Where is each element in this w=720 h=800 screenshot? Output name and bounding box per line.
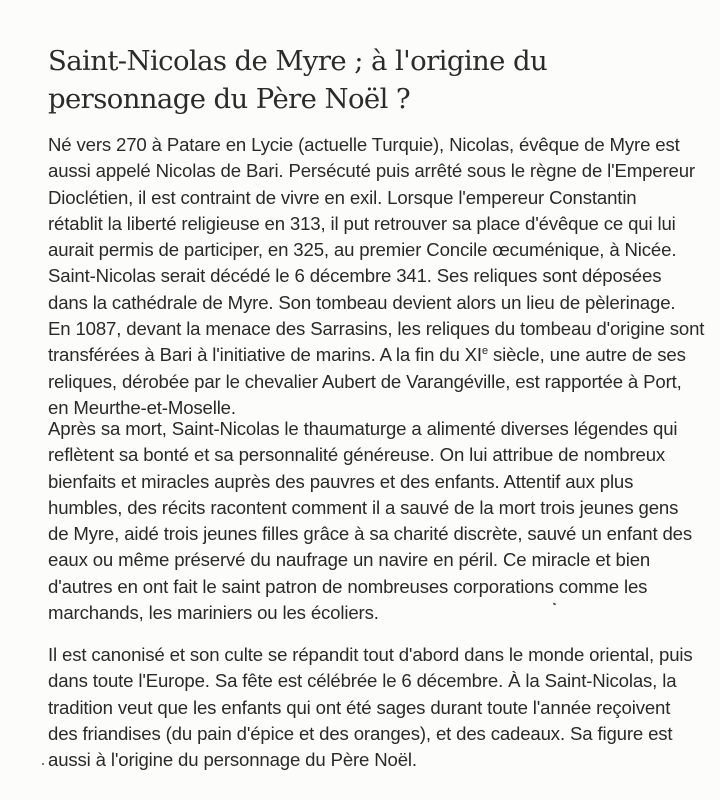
scan-speck [42, 763, 44, 765]
text-line: tradition veut que les enfants qui ont été sages durant toute l'année reçoivent [48, 696, 671, 718]
text-line: marchands, les mariniers ou les écoliers. [48, 602, 379, 624]
text-segment: transférées à Bari à l'initiative de marins. A la fin du XI [48, 344, 482, 366]
text-line: eaux ou même préservé du naufrage un navire en péril. Ce miracle et bien [48, 549, 651, 571]
text-line-with-superscript [48, 342, 708, 368]
text-line: En 1087, devant la menace des Sarrasins, les reliques du tombeau d'origine sont [48, 318, 705, 340]
century-superscript: e [481, 345, 488, 358]
title-line: Saint-Nicolas de Myre ; à l'origine du [48, 45, 548, 77]
title-line: personnage du Père Noël ? [48, 83, 411, 115]
text-line: de Myre, aidé trois jeunes filles grâce à sa charité discrète, sauvé un enfant des [48, 523, 693, 545]
text-line: aurait permis de participer, en 325, au premier Concile œcuménique, à Nicée. [48, 239, 677, 261]
text-line: d'autres en ont fait le saint patron de nombreuses corporations comme les [48, 575, 648, 597]
text-line: Saint-Nicolas serait décédé le 6 décembre 341. Ses reliques sont déposées [48, 265, 662, 287]
text-line: Il est canonisé et son culte se répandit tout d'abord dans le monde oriental, puis [48, 644, 693, 665]
text-line: Dioclétien, il est contraint de vivre en exil. Lorsque l'empereur Constantin [48, 186, 637, 208]
paragraph-legends [48, 416, 708, 626]
text-line: en Meurthe-et-Moselle. [48, 396, 236, 418]
article-title [48, 42, 688, 118]
text-line: aussi appelé Nicolas de Bari. Persécuté puis arrêté sous le règne de l'Empereur [48, 160, 695, 182]
text-line: Né vers 270 à Patare en Lycie (actuelle Turquie), Nicolas, évêque de Myre est [48, 134, 680, 155]
text-line: humbles, des récits racontent comment il a sauvé de la mort trois jeunes gens [48, 496, 679, 518]
text-segment: siècle, une autre de ses [487, 344, 686, 366]
text-line: des friandises (du pain d'épice et des oranges), et des cadeaux. Sa figure est [48, 722, 673, 744]
paragraph-origins [48, 132, 708, 421]
text-line: dans toute l'Europe. Sa fête est célébrée le 6 décembre. À la Saint-Nicolas, la [48, 670, 677, 692]
text-line: dans la cathédrale de Myre. Son tombeau devient alors un lieu de pèlerinage. [48, 291, 676, 313]
paragraph-canonization [48, 642, 708, 773]
text-line: aussi à l'origine du personnage du Père Noël. [48, 749, 417, 771]
text-line: rétablit la liberté religieuse en 313, il put retrouver sa place d'évêque ce qui lui [48, 212, 676, 234]
text-line: reliques, dérobée par le chevalier Aubert de Varangéville, est rapportée à Port, [48, 370, 682, 392]
text-line: Après sa mort, Saint-Nicolas le thaumaturge a alimenté diverses légendes qui [48, 418, 678, 439]
text-line: bienfaits et miracles auprès des pauvres et des enfants. Attentif aux plus [48, 470, 634, 492]
text-line: reflètent sa bonté et sa personnalité généreuse. On lui attribue de nombreux [48, 444, 666, 466]
